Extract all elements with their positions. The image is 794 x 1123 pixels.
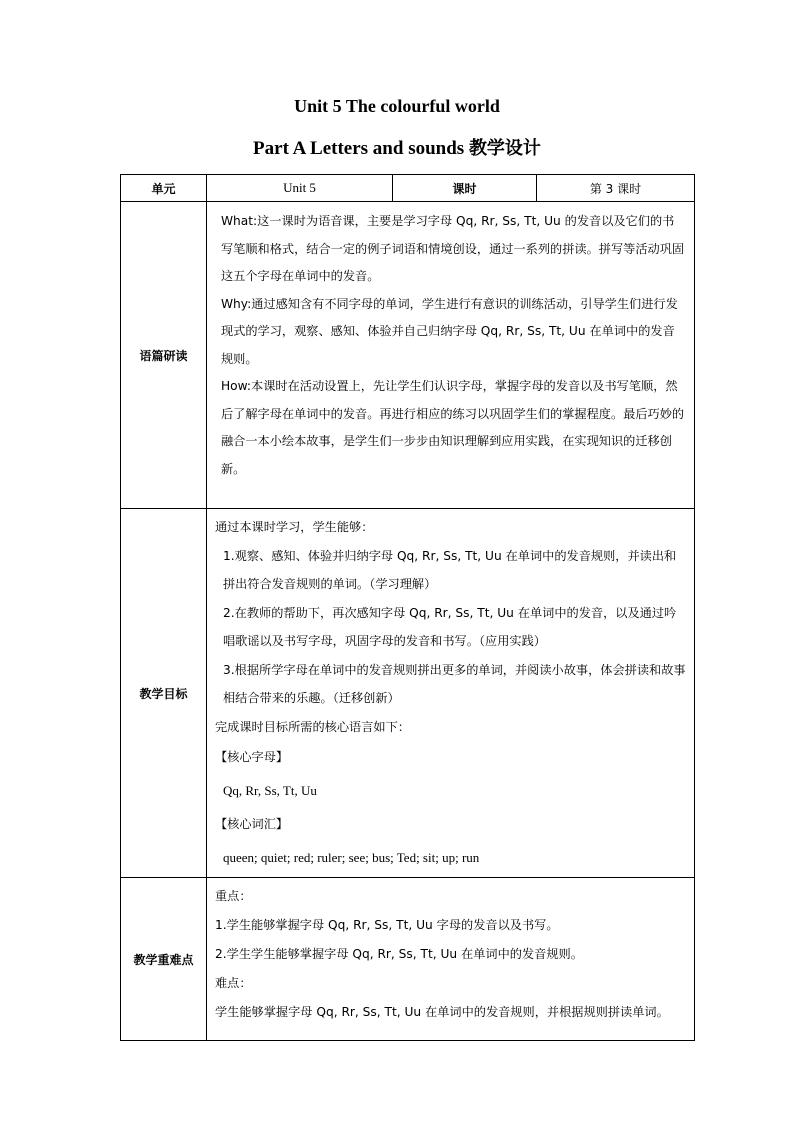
objectives-intro: 通过本课时学习，学生能够：	[215, 520, 374, 534]
unit-label: 单元	[121, 175, 207, 202]
core-letters-heading: 【核心字母】	[215, 750, 289, 764]
core-words: queen; quiet; red; ruler; see; bus; Ted; sit; up; run	[223, 850, 480, 865]
difficulty-text: 学生能够掌握字母 Qq, Rr, Ss, Tt, Uu 在单词中的发音规则，并根据规则拼读单词。	[215, 1005, 669, 1019]
lesson-plan-table	[120, 174, 695, 1041]
analysis-how: How:本课时在活动设置上，先让学生们认识字母，掌握字母的发音以及书写笔顺，然后了解字母在单词中的发音。再进行相应的练习以巩固学生们的掌握程度。最后巧妙的融合一本小绘本故事，是学生们一步步由知识理解到应用实践，在实现知识的迁移创新。	[221, 379, 685, 476]
lesson-value: 第 3 课时	[537, 175, 695, 202]
header-row	[121, 175, 695, 202]
keypoints-content	[207, 878, 695, 1041]
objective-item-3: 3.根据所学字母在单词中的发音规则拼出更多的单词，并阅读小故事，体会拼读和故事相结合带来的乐趣。（迁移创新）	[223, 662, 686, 705]
objective-item-2: 2.在教师的帮助下，再次感知字母 Qq, Rr, Ss, Tt, Uu 在单词中的发音，以及通过吟唱歌谣以及书写字母，巩固字母的发音和书写。（应用实践）	[223, 605, 677, 648]
document-title: Unit 5 The colourful world	[294, 96, 500, 116]
difficulty-heading: 难点：	[215, 976, 252, 990]
analysis-row	[121, 202, 695, 509]
key-item-1: 1.学生能够掌握字母 Qq, Rr, Ss, Tt, Uu 字母的发音以及书写。	[215, 918, 559, 932]
objectives-content	[207, 509, 695, 878]
core-letters: Qq, Rr, Ss, Tt, Uu	[223, 783, 317, 798]
objectives-row	[121, 509, 695, 878]
objective-item-1: 1.观察、感知、体验并归纳字母 Qq, Rr, Ss, Tt, Uu 在单词中的发音规则，并读出和拼出符合发音规则的单词。（学习理解）	[223, 548, 677, 591]
unit-value: Unit 5	[207, 175, 393, 202]
core-words-heading: 【核心词汇】	[215, 817, 289, 831]
objectives-label: 教学目标	[121, 509, 207, 878]
key-heading: 重点：	[215, 889, 252, 903]
document-subtitle	[0, 134, 794, 160]
keypoints-row	[121, 878, 695, 1041]
analysis-why: Why:通过感知含有不同字母的单词，学生进行有意识的训练活动，引导学生们进行发现式的学习，观察、感知、体验并自己归纳字母 Qq, Rr, Ss, Tt, Uu 在单词中的发音规则。	[221, 296, 678, 366]
analysis-content	[207, 202, 695, 509]
analysis-label: 语篇研读	[121, 202, 207, 509]
analysis-what: What:这一课时为语音课，主要是学习字母 Qq, Rr, Ss, Tt, Uu 的发音以及它们的书写笔顺和格式，结合一定的例子词语和情境创设，通过一系列的拼读。拼写等活动巩固这五个字母在单词中的发音。	[221, 214, 685, 283]
subtitle-chinese: 教学设计	[468, 138, 541, 159]
lesson-label: 课时	[393, 175, 537, 202]
key-item-2: 2.学生学生能够掌握字母 Qq, Rr, Ss, Tt, Uu 在单词中的发音规则。	[215, 947, 583, 961]
core-language-intro: 完成课时目标所需的核心语言如下：	[215, 719, 410, 734]
subtitle-english: Part A Letters and sounds	[253, 138, 465, 159]
keypoints-label: 教学重难点	[121, 878, 207, 1041]
